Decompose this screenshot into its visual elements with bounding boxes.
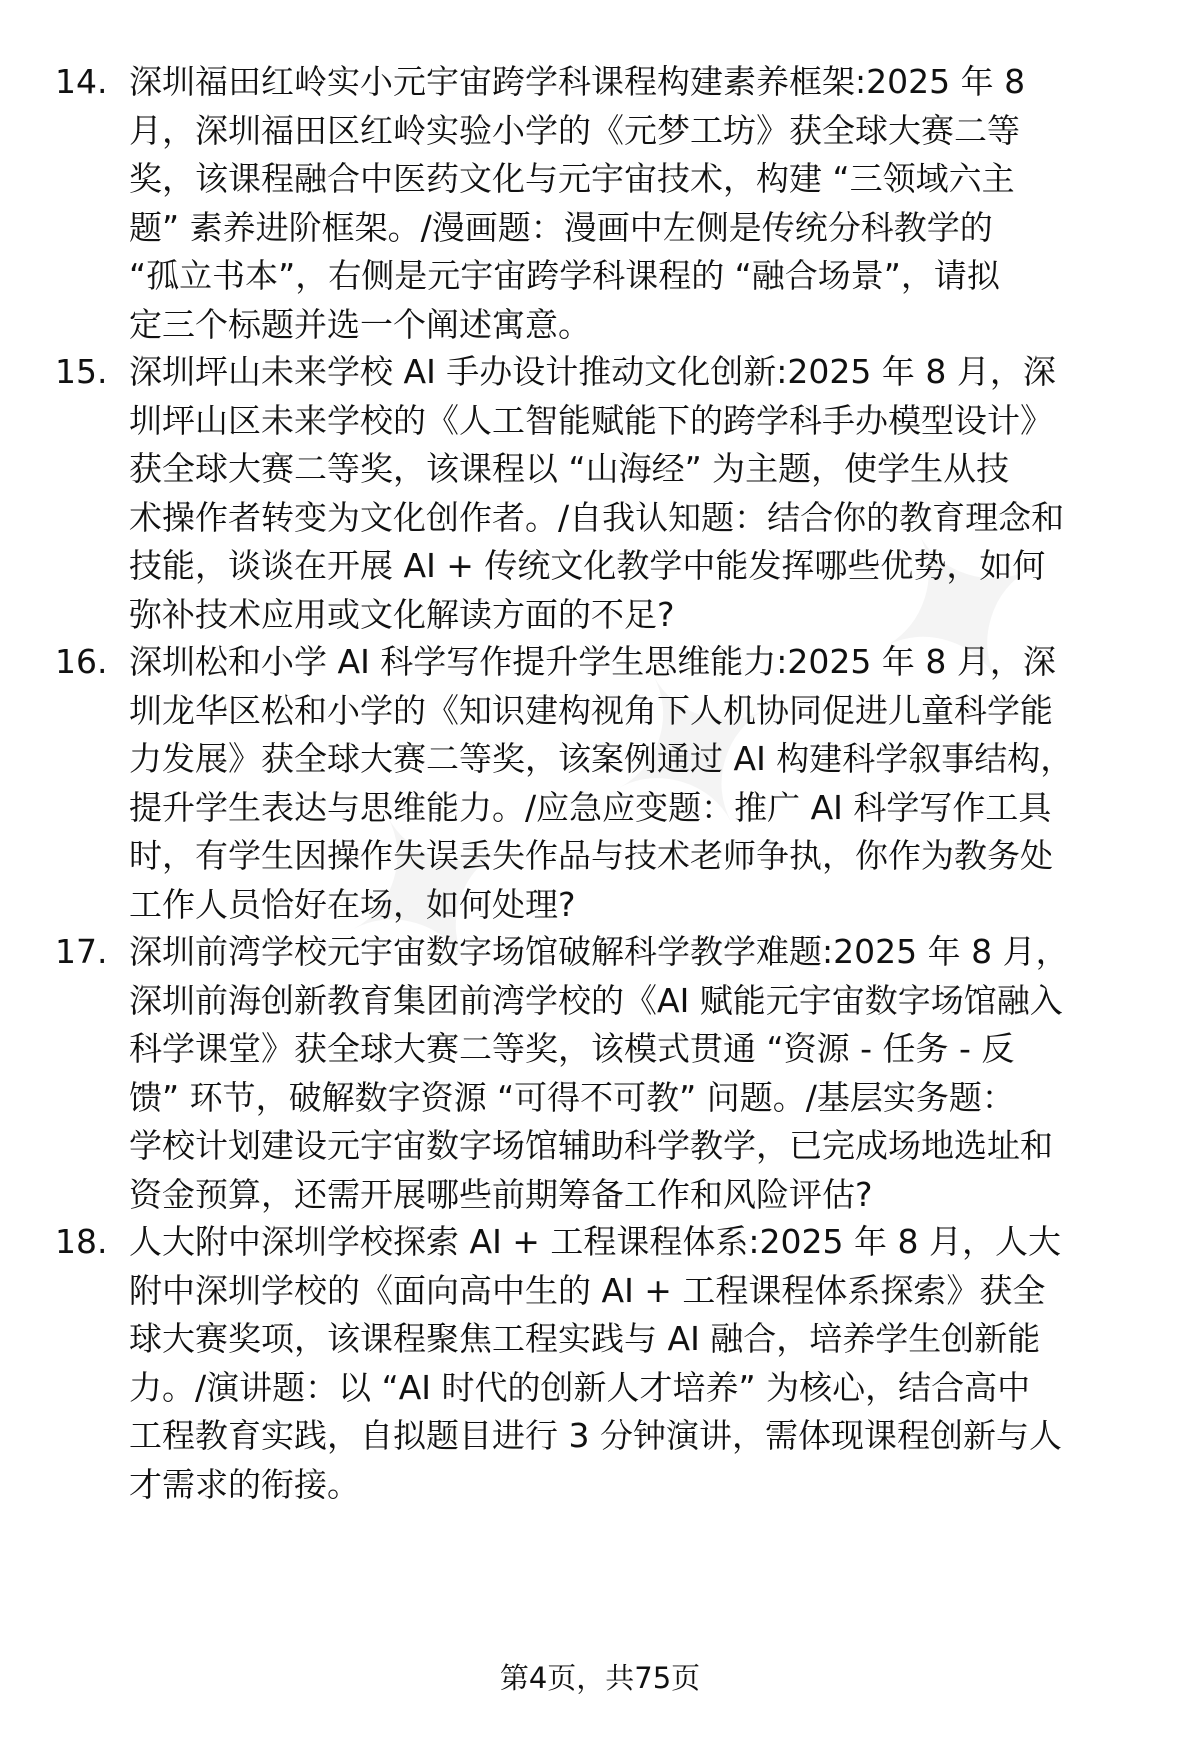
question-line: 月，深圳福田区红岭实验小学的《元梦工坊》获全球大赛二等 <box>129 110 1020 150</box>
question-number: 18. <box>55 1222 108 1261</box>
question-text <box>129 1218 1169 1509</box>
question-line: 力发展》获全球大赛二等奖，该案例通过 AI 构建科学叙事结构， <box>129 739 1074 778</box>
question-line: 球大赛奖项，该课程聚焦工程实践与 AI 融合，培养学生创新能 <box>129 1319 1041 1358</box>
page-footer: 第4页，共75页 <box>499 1661 701 1695</box>
question-line: 时，有学生因操作失误丢失作品与技术老师争执，你作为教务处 <box>129 836 1053 875</box>
question-number: 15. <box>55 352 108 391</box>
question-line: 深圳前湾学校元宇宙数字场馆破解科学教学难题:2025 年 8 月， <box>129 932 1069 971</box>
question-text <box>129 58 1169 349</box>
question-line: 科学课堂》获全球大赛二等奖，该模式贯通 “资源 - 任务 - 反 <box>129 1029 1015 1068</box>
question-line: 定三个标题并选一个阐述寓意。 <box>129 304 591 344</box>
question-line: 才需求的衔接。 <box>129 1464 360 1504</box>
question-number: 17. <box>55 932 108 971</box>
question-line: 弥补技术应用或文化解读方面的不足? <box>129 594 675 634</box>
question-line: 馈” 环节，破解数字资源 “可得不可教” 问题。/基层实务题： <box>129 1077 1015 1117</box>
question-line: 技能，谈谈在开展 AI + 传统文化教学中能发挥哪些优势，如何 <box>129 546 1046 585</box>
question-line: 深圳前海创新教育集团前湾学校的《AI 赋能元宇宙数字场馆融入 <box>129 980 1063 1020</box>
question-text <box>129 638 1169 929</box>
question-line: “孤立书本”，右侧是元宇宙跨学科课程的 “融合场景”，请拟 <box>129 256 1000 295</box>
question-line: 深圳坪山未来学校 AI 手办设计推动文化创新:2025 年 8 月，深 <box>129 352 1056 391</box>
question-line: 工作人员恰好在场，如何处理? <box>129 884 576 924</box>
question-line: 提升学生表达与思维能力。/应急应变题：推广 AI 科学写作工具 <box>129 787 1052 827</box>
question-number: 16. <box>55 642 108 681</box>
question-line: 奖，该课程融合中医药文化与元宇宙技术，构建 “三领域六主 <box>129 159 1015 198</box>
question-number: 14. <box>55 62 108 101</box>
question-line: 附中深圳学校的《面向高中生的 AI + 工程课程体系探索》获全 <box>129 1270 1046 1310</box>
question-text <box>129 348 1169 639</box>
question-line: 获全球大赛二等奖，该课程以 “山海经” 为主题，使学生从技 <box>129 449 1010 488</box>
question-line: 工程教育实践，自拟题目进行 3 分钟演讲，需体现课程创新与人 <box>129 1416 1062 1455</box>
question-line: 圳坪山区未来学校的《人工智能赋能下的跨学科手办模型设计》 <box>129 400 1053 440</box>
question-line: 资金预算，还需开展哪些前期筹备工作和风险评估? <box>129 1174 873 1214</box>
question-line: 学校计划建设元宇宙数字场馆辅助科学教学，已完成场地选址和 <box>129 1126 1053 1165</box>
question-line: 圳龙华区松和小学的《知识建构视角下人机协同促进儿童科学能 <box>129 690 1053 730</box>
question-line: 深圳福田红岭实小元宇宙跨学科课程构建素养框架:2025 年 8 <box>129 62 1026 101</box>
question-line: 题” 素养进阶框架。/漫画题：漫画中左侧是传统分科教学的 <box>129 207 993 247</box>
question-line: 力。/演讲题：以 “AI 时代的创新人才培养” 为核心，结合高中 <box>129 1367 1031 1407</box>
question-line: 人大附中深圳学校探索 AI + 工程课程体系:2025 年 8 月，人大 <box>129 1222 1061 1261</box>
question-text <box>129 928 1169 1219</box>
question-line: 深圳松和小学 AI 科学写作提升学生思维能力:2025 年 8 月，深 <box>129 642 1056 681</box>
question-line: 术操作者转变为文化创作者。/自我认知题：结合你的教育理念和 <box>129 497 1065 537</box>
